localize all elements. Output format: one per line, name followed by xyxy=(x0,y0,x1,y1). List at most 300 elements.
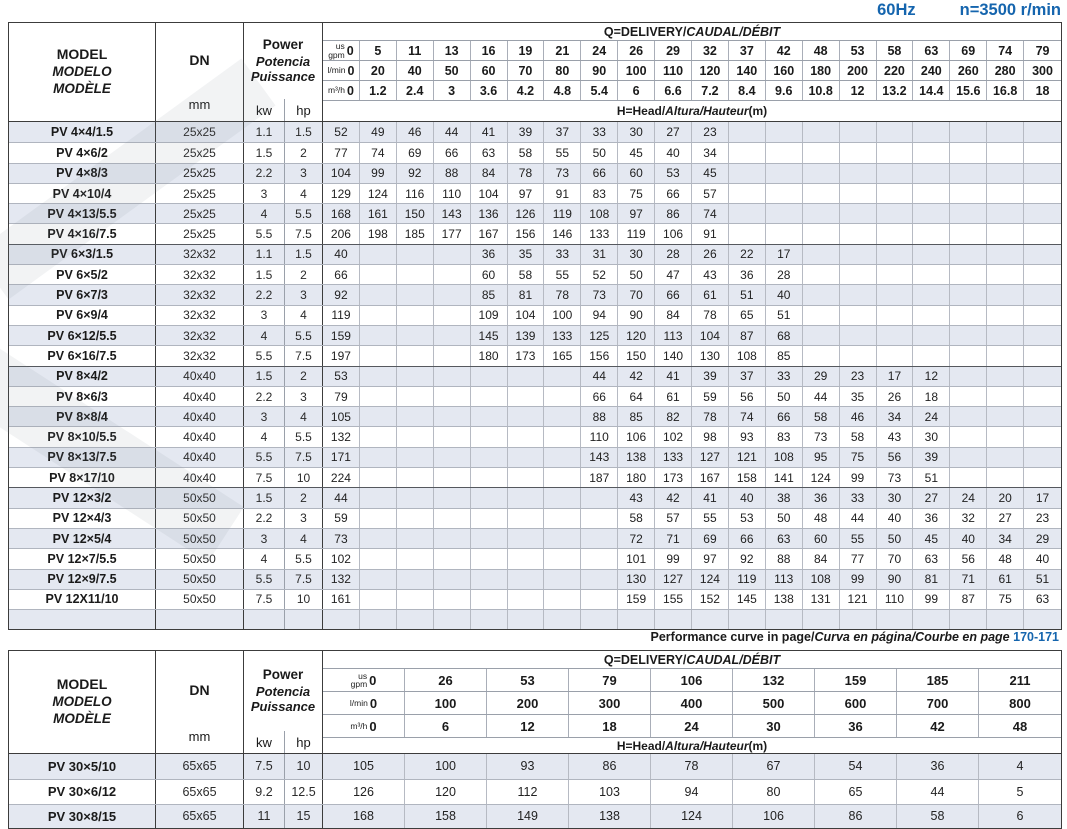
head-value-cell xyxy=(397,610,434,629)
head-value-cell: 85 xyxy=(766,346,803,365)
flow-lmin-value: 700 xyxy=(897,692,979,714)
model-cell: PV 12×4/3 xyxy=(9,509,156,528)
kw-cell: 1.5 xyxy=(244,488,285,507)
head-value-cell xyxy=(1024,265,1061,284)
head-value-cell: 99 xyxy=(655,549,692,568)
head-value-cell: 23 xyxy=(840,367,877,386)
flow-gpm-value: 74 xyxy=(987,41,1024,60)
head-value-cell: 187 xyxy=(581,468,618,487)
head-value-cell: 35 xyxy=(840,387,877,406)
head-value-cell: 155 xyxy=(655,590,692,609)
dn-cell: 32x32 xyxy=(156,285,244,304)
head-value-cell xyxy=(434,570,471,589)
head-value-cell xyxy=(803,285,840,304)
head-value-cell: 85 xyxy=(618,407,655,426)
head-value-cell: 33 xyxy=(581,122,618,142)
head-value-cell xyxy=(581,529,618,548)
head-value-cell xyxy=(766,122,803,142)
table-row xyxy=(9,508,1061,528)
head-value-cell: 152 xyxy=(692,590,729,609)
head-value-cell: 63 xyxy=(913,549,950,568)
flow-gpm-value: 79 xyxy=(1035,43,1050,58)
unit-label-gpm: us gpm xyxy=(328,41,345,60)
model-cell: PV 4×8/3 xyxy=(9,164,156,183)
head-value-cell xyxy=(840,143,877,162)
head-value-cell: 56 xyxy=(729,387,766,406)
table-row xyxy=(9,487,1061,507)
head-value-cell: 87 xyxy=(950,590,987,609)
head-value-cell: 44 xyxy=(897,780,979,804)
table-row xyxy=(9,203,1061,223)
head-value-cell: 63 xyxy=(471,143,508,162)
head-value-cell xyxy=(360,326,397,345)
head-value-cell: 55 xyxy=(544,265,581,284)
head-value-cell xyxy=(840,245,877,264)
head-value-cell: 132 xyxy=(323,570,360,589)
flow-m3h-value: 42 xyxy=(897,715,979,737)
head-value-cell: 158 xyxy=(729,468,766,487)
head-title xyxy=(323,100,1061,121)
head-value-cell: 50 xyxy=(618,265,655,284)
head-value-cell xyxy=(434,468,471,487)
head-value-cell xyxy=(1024,468,1061,487)
head-value-cell: 72 xyxy=(618,529,655,548)
head-value-cell: 34 xyxy=(877,407,914,426)
head-value-cell xyxy=(581,590,618,609)
head-value-cell xyxy=(950,285,987,304)
head-value-cell xyxy=(950,367,987,386)
head-value-cell xyxy=(840,164,877,183)
head-value-cell xyxy=(397,509,434,528)
delivery-title-intl: CAUDAL/DÉBIT xyxy=(686,24,781,39)
head-value-cell: 4 xyxy=(1016,759,1024,774)
head-value-cell xyxy=(397,285,434,304)
model-cell: PV 30×6/12 xyxy=(9,780,156,804)
head-value-cell: 58 xyxy=(618,509,655,528)
head-value-cell xyxy=(840,346,877,365)
head-value-cell: 50 xyxy=(581,143,618,162)
head-value-cell xyxy=(508,468,545,487)
hp-cell: 3 xyxy=(285,285,323,304)
head-value-cell: 55 xyxy=(544,143,581,162)
power-units-row xyxy=(244,731,322,753)
head-value-cell: 20 xyxy=(987,488,1024,507)
head-value-cell: 173 xyxy=(508,346,545,365)
head-value-cell xyxy=(987,387,1024,406)
table-row xyxy=(9,366,1061,386)
head-value-cell: 66 xyxy=(766,407,803,426)
head-value-cell xyxy=(360,570,397,589)
head-value-cell: 66 xyxy=(323,265,360,284)
head-value-cell: 17 xyxy=(877,367,914,386)
head-value-cell xyxy=(471,549,508,568)
head-value-cell xyxy=(877,184,914,203)
kw-cell xyxy=(244,610,285,629)
head-value-cell xyxy=(877,285,914,304)
head-value-cell: 39 xyxy=(913,448,950,467)
kw-cell: 5.5 xyxy=(244,570,285,589)
head-value-cell xyxy=(471,427,508,446)
dn-cell: 40x40 xyxy=(156,407,244,426)
head-value-cell: 133 xyxy=(655,448,692,467)
head-value-cell xyxy=(840,204,877,223)
head-value-cell xyxy=(803,306,840,325)
head-value-cell xyxy=(618,610,655,629)
head-value-cell xyxy=(434,387,471,406)
head-value-cell xyxy=(987,122,1024,142)
flow-m3h-value: 6.6 xyxy=(655,81,692,100)
head-value-cell: 180 xyxy=(471,346,508,365)
head-value-cell: 110 xyxy=(434,184,471,203)
head-value-cell: 99 xyxy=(360,164,397,183)
head-value-cell: 102 xyxy=(323,549,360,568)
head-value-cell xyxy=(434,285,471,304)
head-value-cell xyxy=(434,488,471,507)
model-cell: PV 12×3/2 xyxy=(9,488,156,507)
head-value-cell xyxy=(434,529,471,548)
head-value-cell: 159 xyxy=(618,590,655,609)
head-value-cell: 146 xyxy=(544,224,581,243)
table-row xyxy=(9,122,1061,142)
head-value-cell: 36 xyxy=(913,509,950,528)
head-title-unit: (m) xyxy=(748,738,768,753)
head-value-cell: 56 xyxy=(950,549,987,568)
flow-m3h-value: 10.8 xyxy=(803,81,840,100)
head-value-cell xyxy=(766,204,803,223)
head-value-cell xyxy=(397,448,434,467)
kw-cell: 1.1 xyxy=(244,245,285,264)
head-value-cell xyxy=(360,610,397,629)
page-link[interactable]: 170-171 xyxy=(1013,630,1059,644)
head-value-cell: 66 xyxy=(729,529,766,548)
head-value-cell: 6 xyxy=(1016,809,1024,824)
head-value-cell xyxy=(508,590,545,609)
head-value-cell xyxy=(1024,143,1061,162)
head-value-cell: 23 xyxy=(692,122,729,142)
head-value-cell xyxy=(360,265,397,284)
head-value-cell xyxy=(544,610,581,629)
head-value-cell xyxy=(877,143,914,162)
gpm-row xyxy=(323,668,1061,691)
head-value-cell xyxy=(397,570,434,589)
kw-cell: 2.2 xyxy=(244,509,285,528)
head-value-cell: 28 xyxy=(766,265,803,284)
head-value-cell: 82 xyxy=(655,407,692,426)
head-value-cell xyxy=(987,143,1024,162)
flow-lmin-value: 180 xyxy=(803,61,840,80)
head-value-cell: 45 xyxy=(913,529,950,548)
table-body xyxy=(9,122,1061,629)
model-cell: PV 12×7/5.5 xyxy=(9,549,156,568)
head-value-cell xyxy=(397,529,434,548)
head-value-cell xyxy=(803,122,840,142)
dn-cell: 40x40 xyxy=(156,448,244,467)
head-value-cell xyxy=(1024,367,1061,386)
table-row xyxy=(9,163,1061,183)
flow-m3h-value: 13.2 xyxy=(877,81,914,100)
head-value-cell xyxy=(581,509,618,528)
head-value-cell: 75 xyxy=(840,448,877,467)
model-header-cell xyxy=(9,23,156,121)
head-value-cell: 73 xyxy=(581,285,618,304)
m3h-row xyxy=(323,714,1061,737)
head-value-cell xyxy=(803,164,840,183)
head-value-cell: 63 xyxy=(1035,592,1050,607)
head-value-cell xyxy=(913,326,950,345)
head-value-cell xyxy=(950,184,987,203)
flow-gpm-value: 58 xyxy=(877,41,914,60)
head-value-cell: 68 xyxy=(766,326,803,345)
head-value-cell xyxy=(840,326,877,345)
flow-m3h-value: 3.6 xyxy=(471,81,508,100)
head-value-cell xyxy=(397,367,434,386)
head-value-cell: 41 xyxy=(692,488,729,507)
head-value-cell xyxy=(840,184,877,203)
head-value-cell xyxy=(766,224,803,243)
dn-cell: 25x25 xyxy=(156,224,244,243)
head-value-cell xyxy=(434,407,471,426)
frequency-speed-note xyxy=(877,1,1061,20)
flow-lmin-value: 90 xyxy=(581,61,618,80)
head-value-cell xyxy=(950,448,987,467)
head-value-cell xyxy=(987,346,1024,365)
power-label-en: Power xyxy=(262,667,304,683)
head-value-cell: 53 xyxy=(655,164,692,183)
flow-m3h-value: m³/h 0 xyxy=(323,81,360,100)
model-cell: PV 12×9/7.5 xyxy=(9,570,156,589)
head-value-cell: 206 xyxy=(323,224,360,243)
head-value-cell: 22 xyxy=(729,245,766,264)
dn-cell: 40x40 xyxy=(156,427,244,446)
head-value-cell xyxy=(913,265,950,284)
head-value-cell xyxy=(397,488,434,507)
head-value-cell: 51 xyxy=(729,285,766,304)
dn-cell: 40x40 xyxy=(156,367,244,386)
hp-cell: 7.5 xyxy=(285,224,323,243)
head-value-cell xyxy=(987,285,1024,304)
head-value-cell xyxy=(360,509,397,528)
head-value-cell: 39 xyxy=(508,122,545,142)
model-cell: PV 4×10/4 xyxy=(9,184,156,203)
head-value-cell: 90 xyxy=(618,306,655,325)
head-value-cell xyxy=(360,346,397,365)
head-value-cell xyxy=(729,122,766,142)
head-value-cell: 83 xyxy=(766,427,803,446)
power-labels xyxy=(244,23,322,99)
head-value-cell: 143 xyxy=(581,448,618,467)
model-cell: PV 12X11/10 xyxy=(9,590,156,609)
flow-gpm-value: 211 xyxy=(1009,672,1031,688)
head-value-cell: 42 xyxy=(655,488,692,507)
head-value-cell xyxy=(803,326,840,345)
head-value-cell xyxy=(729,610,766,629)
head-value-cell: 78 xyxy=(692,306,729,325)
head-value-cell: 71 xyxy=(950,570,987,589)
head-value-cell xyxy=(434,265,471,284)
flow-lmin-value: 80 xyxy=(544,61,581,80)
head-value-cell xyxy=(840,285,877,304)
head-value-cell: 27 xyxy=(655,122,692,142)
head-value-cell xyxy=(1024,427,1061,446)
head-value-cell: 55 xyxy=(840,529,877,548)
power-header-cell xyxy=(244,23,323,121)
head-value-cell: 127 xyxy=(655,570,692,589)
head-value-cell: 69 xyxy=(692,529,729,548)
head-value-cell xyxy=(471,367,508,386)
head-value-cell: 26 xyxy=(692,245,729,264)
head-value-cell xyxy=(729,164,766,183)
hp-cell: 5.5 xyxy=(285,326,323,345)
head-value-cell xyxy=(1024,245,1061,264)
head-value-cell xyxy=(508,529,545,548)
head-value-cell: 65 xyxy=(729,306,766,325)
table-header xyxy=(9,23,1061,122)
head-value-cell: 65 xyxy=(815,780,897,804)
flow-lmin-value: 500 xyxy=(733,692,815,714)
head-value-cell: 124 xyxy=(651,805,733,829)
head-value-cell: 66 xyxy=(434,143,471,162)
head-value-cell: 78 xyxy=(508,164,545,183)
flow-lmin-value: 70 xyxy=(508,61,545,80)
head-value-cell xyxy=(803,610,840,629)
flow-m3h-value: 14.4 xyxy=(913,81,950,100)
head-value-cell xyxy=(471,509,508,528)
head-value-cell xyxy=(397,306,434,325)
head-value-cell xyxy=(360,306,397,325)
head-value-cell xyxy=(987,367,1024,386)
table-row xyxy=(9,284,1061,304)
table-row xyxy=(9,447,1061,467)
head-value-cell: 44 xyxy=(581,367,618,386)
head-value-cell: 92 xyxy=(323,285,360,304)
head-value-cell xyxy=(434,367,471,386)
head-value-cell: 50 xyxy=(766,509,803,528)
dn-cell xyxy=(156,610,244,629)
head-value-cell: 40 xyxy=(655,143,692,162)
head-value-cell: 46 xyxy=(397,122,434,142)
head-value-cell: 85 xyxy=(471,285,508,304)
head-value-cell xyxy=(987,184,1024,203)
head-value-cell: 106 xyxy=(618,427,655,446)
head-value-cell xyxy=(950,427,987,446)
head-value-cell: 161 xyxy=(323,590,360,609)
head-value-cell: 106 xyxy=(733,805,815,829)
head-value-cell: 58 xyxy=(803,407,840,426)
head-value-cell: 74 xyxy=(360,143,397,162)
kw-cell: 11 xyxy=(244,805,285,829)
head-value-cell: 40 xyxy=(323,245,360,264)
head-value-cell xyxy=(471,570,508,589)
head-value-cell xyxy=(987,224,1024,243)
head-value-cell xyxy=(1024,164,1061,183)
dn-cell: 25x25 xyxy=(156,143,244,162)
head-value-cell xyxy=(508,610,545,629)
head-value-cell: 104 xyxy=(471,184,508,203)
head-value-cell xyxy=(913,245,950,264)
head-value-cell xyxy=(544,570,581,589)
flow-gpm-value: 37 xyxy=(729,41,766,60)
flow-m3h-value: 4.8 xyxy=(544,81,581,100)
dn-cell: 32x32 xyxy=(156,306,244,325)
head-value-cell: 124 xyxy=(692,570,729,589)
head-value-cell xyxy=(434,245,471,264)
head-value-cell: 102 xyxy=(655,427,692,446)
head-value-cell: 124 xyxy=(360,184,397,203)
head-value-cell: 24 xyxy=(950,488,987,507)
dn-cell: 50x50 xyxy=(156,488,244,507)
table-body xyxy=(9,754,1061,828)
flow-gpm-value: 11 xyxy=(397,41,434,60)
head-value-cell xyxy=(581,549,618,568)
head-value-cell: 150 xyxy=(618,346,655,365)
head-value-cell xyxy=(950,407,987,426)
head-value-cell xyxy=(508,570,545,589)
power-label-fr: Puissance xyxy=(250,69,316,85)
kw-cell: 4 xyxy=(244,204,285,223)
kw-cell: 1.5 xyxy=(244,265,285,284)
head-value-cell xyxy=(508,367,545,386)
table-row xyxy=(9,609,1061,629)
head-value-cell: 106 xyxy=(655,224,692,243)
head-value-cell xyxy=(360,367,397,386)
flow-gpm-value: 69 xyxy=(950,41,987,60)
kw-cell: 7.5 xyxy=(244,468,285,487)
flow-lmin-value: 60 xyxy=(471,61,508,80)
flow-gpm-value: 106 xyxy=(651,669,733,691)
model-cell: PV 8×17/10 xyxy=(9,468,156,487)
flow-m3h-value: 2.4 xyxy=(397,81,434,100)
head-value-cell: 38 xyxy=(766,488,803,507)
hp-cell: 2 xyxy=(285,265,323,284)
hp-cell xyxy=(285,610,323,629)
flow-gpm-value: 26 xyxy=(618,41,655,60)
head-value-cell xyxy=(877,122,914,142)
head-value-cell xyxy=(1024,610,1061,629)
head-value-cell: 30 xyxy=(913,427,950,446)
head-value-cell xyxy=(877,326,914,345)
head-value-cell xyxy=(840,610,877,629)
head-value-cell: 60 xyxy=(618,164,655,183)
model-cell: PV 8×13/7.5 xyxy=(9,448,156,467)
head-value-cell xyxy=(803,265,840,284)
flow-lmin-value: 300 xyxy=(569,692,651,714)
model-cell: PV 30×8/15 xyxy=(9,805,156,829)
flow-gpm-value: 185 xyxy=(897,669,979,691)
head-value-cell: 138 xyxy=(569,805,651,829)
head-value-cell xyxy=(323,610,360,629)
head-value-cell: 88 xyxy=(434,164,471,183)
head-value-cell xyxy=(544,367,581,386)
head-value-cell: 36 xyxy=(471,245,508,264)
head-value-cell xyxy=(840,122,877,142)
flow-m3h-value: 1.2 xyxy=(360,81,397,100)
head-value-cell xyxy=(544,529,581,548)
head-value-cell xyxy=(877,265,914,284)
model-cell: PV 6×3/1.5 xyxy=(9,245,156,264)
head-value-cell xyxy=(508,509,545,528)
power-label-es: Potencia xyxy=(255,53,311,69)
head-value-cell: 130 xyxy=(618,570,655,589)
head-value-cell xyxy=(877,610,914,629)
head-value-cell xyxy=(913,285,950,304)
model-cell xyxy=(9,610,156,629)
dn-cell: 50x50 xyxy=(156,590,244,609)
head-value-cell xyxy=(950,265,987,284)
table-row xyxy=(9,223,1061,243)
kw-cell: 2.2 xyxy=(244,285,285,304)
dn-cell: 32x32 xyxy=(156,245,244,264)
head-value-cell: 33 xyxy=(544,245,581,264)
